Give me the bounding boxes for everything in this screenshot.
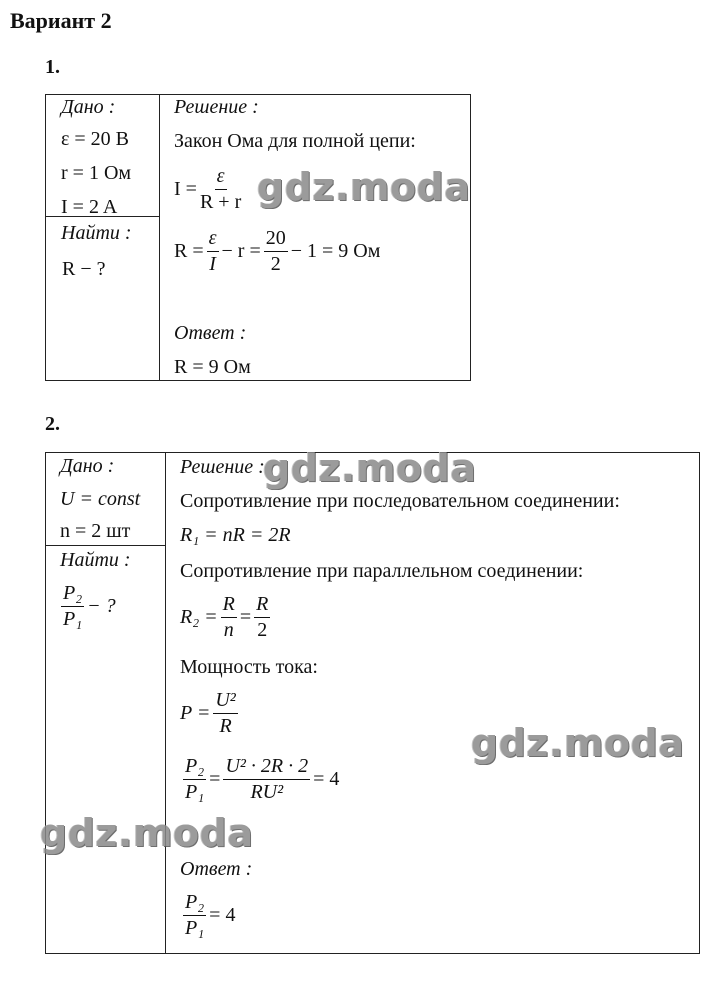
ratio-formula — [180, 756, 339, 803]
series-text: Сопротивление при последовательном соединении: — [180, 490, 620, 512]
power-formula — [180, 690, 241, 737]
find-ratio-den: P₁ — [63, 608, 83, 630]
watermark-2: gdz.moda — [263, 446, 477, 490]
formula-resistance-num-2: 20 — [264, 228, 288, 252]
formula-resistance-mid: − r = — [221, 240, 261, 262]
find-label: Найти : — [61, 222, 132, 244]
answer-den-2: P₁ — [185, 917, 205, 939]
given-label: Дано : — [61, 96, 116, 118]
formula-resistance-num-1: ε — [207, 228, 219, 252]
given-resistance: r = 1 Ом — [61, 162, 132, 184]
answer-formula-2 — [180, 892, 235, 939]
find-ratio-num: P₂ — [61, 583, 84, 607]
parallel-num-1: R — [221, 594, 237, 618]
power-den: R — [219, 715, 232, 737]
parallel-fraction-1 — [221, 594, 237, 641]
formula-resistance-den-1: I — [209, 253, 216, 275]
power-text: Мощность тока: — [180, 656, 318, 678]
problem-1-number: 1. — [45, 56, 60, 78]
find-ratio-fraction — [61, 583, 84, 630]
formula-current — [174, 166, 244, 213]
parallel-lhs: R₂ = — [180, 606, 218, 628]
solution-label: Решение : — [174, 96, 259, 118]
parallel-text: Сопротивление при параллельном соединении: — [180, 560, 584, 582]
given-label-2: Дано : — [60, 455, 115, 477]
answer-num-2: P₂ — [183, 892, 206, 916]
parallel-formula — [180, 594, 273, 641]
given-current: I = 2 A — [61, 196, 118, 218]
given-emf: ε = 20 В — [61, 128, 130, 150]
answer-label: Ответ : — [174, 322, 247, 344]
formula-current-lhs: I = — [174, 178, 197, 200]
parallel-den-2: 2 — [257, 619, 268, 641]
power-fraction — [213, 690, 237, 737]
ratio-den-2: RU² — [250, 781, 284, 803]
problem-1-divider — [159, 94, 160, 381]
answer-rhs-2: = 4 — [209, 904, 236, 926]
power-num: U² — [213, 690, 237, 714]
parallel-fraction-2 — [254, 594, 270, 641]
problem-2-box — [45, 452, 700, 954]
find-target: R − ? — [62, 258, 106, 280]
formula-current-fraction — [200, 166, 241, 213]
parallel-den-1: n — [223, 619, 234, 641]
parallel-eq: = — [239, 606, 252, 628]
answer-label-2: Ответ : — [180, 858, 253, 880]
find-ratio — [58, 583, 116, 630]
formula-resistance-rhs: − 1 = 9 Ом — [290, 240, 381, 262]
solution-label-2: Решение : — [180, 456, 265, 478]
answer-fraction-2 — [183, 892, 206, 939]
ohm-law-title: Закон Ома для полной цепи: — [174, 130, 416, 152]
ratio-eq: = — [209, 768, 221, 790]
ratio-num-1: P₂ — [183, 756, 206, 780]
formula-resistance-fraction-1 — [207, 228, 219, 275]
problem-2-number: 2. — [45, 413, 60, 435]
parallel-num-2: R — [254, 594, 270, 618]
problem-2-divider — [165, 452, 166, 954]
page-title: Вариант 2 — [10, 8, 112, 33]
watermark-3: gdz.moda — [471, 721, 685, 765]
given-voltage: U = const — [60, 488, 141, 510]
ratio-num-2: U² · 2R · 2 — [223, 756, 310, 780]
find-label-2: Найти : — [60, 549, 131, 571]
ratio-fraction-1 — [183, 756, 206, 803]
problem-2-given-divider — [45, 545, 166, 546]
series-formula: R₁ = nR = 2R — [180, 524, 291, 546]
formula-current-num: ε — [215, 166, 227, 190]
power-lhs: P = — [180, 702, 211, 724]
given-count: n = 2 шт — [60, 520, 131, 542]
formula-resistance-den-2: 2 — [270, 253, 281, 275]
ratio-fraction-2 — [223, 756, 310, 803]
ratio-rhs: = 4 — [313, 768, 340, 790]
find-ratio-tail: − ? — [87, 595, 116, 617]
ratio-den-1: P₁ — [185, 781, 205, 803]
formula-current-den: R + r — [199, 191, 242, 213]
formula-resistance-fraction-2 — [264, 228, 288, 275]
watermark-4: gdz.moda — [40, 811, 254, 855]
formula-resistance-lhs: R = — [174, 240, 204, 262]
formula-resistance — [174, 228, 380, 275]
watermark-1: gdz.moda — [257, 165, 471, 209]
answer-value: R = 9 Ом — [174, 356, 251, 378]
